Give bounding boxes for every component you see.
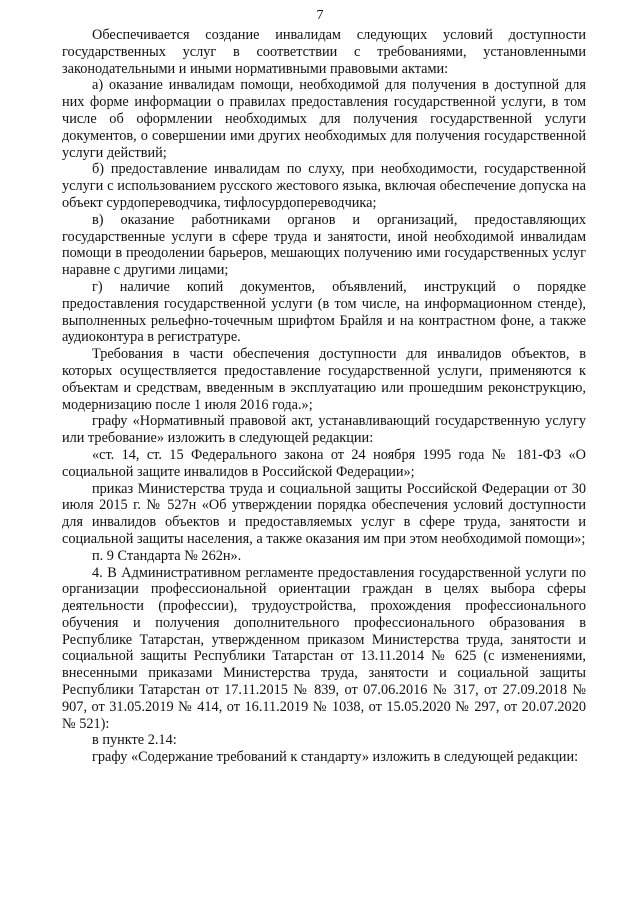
page-number: 7 <box>316 8 324 23</box>
paragraph: графу «Содержание требований к стандарту» изложить в следующей редакции: <box>92 749 579 766</box>
paragraph: «ст. 14, ст. 15 Федерального закона от 24 ноября 1995 года № 181-ФЗ «О социальной защите инвалидов в Российской Федерации»; <box>62 446 586 480</box>
paragraph: г) наличие копий документов, объявлений, инструкций о порядке предоставления государственной услуги (в том числе, на информационном стенде), выполненных рельефно-точечным шрифтом Брайля и на контрастном фоне, а также аудиоконтура в регистратуре. <box>62 278 586 346</box>
paragraph: 4. В Административном регламенте предоставления государственной услуги по организации профессиональной ориентации граждан в целях выбора сферы деятельности (профессии), трудоустройства, прохождения профессионального обучения и получения дополнительного профессионального образования в Республике Татарстан, утвержденном приказом Министерства труда, занятости и социальной защиты Республики Татарстан от 13.11.2014 № 625 (с изменениями, внесенными приказами Министерства труда, занятости и социальной защиты Республики Татарстан от 17.11.2015 № 839, от 07.06.2016 № 317, от 27.09.2018 № 907, от 31.05.2019 № 414, от 16.11.2019 № 1038, от 15.05.2020 № 297, от 20.07.2020 № 521): <box>62 564 586 732</box>
paragraph: в пункте 2.14: <box>92 732 177 749</box>
paragraph: Требования в части обеспечения доступности для инвалидов объектов, в которых осуществляется предоставление государственной услуги, применяются к объектам и средствам, введенным в эксплуатацию или прошедшим реконструкцию, модернизацию после 1 июля 2016 года.»; <box>62 346 586 413</box>
paragraph: приказ Министерства труда и социальной защиты Российской Федерации от 30 июля 2015 г. № 527н «Об утверждении порядка обеспечения условий доступности для инвалидов объектов и предоставляемых услуг в сфере труда, занятости и социальной защиты населения, а также оказания им при этом необходимой помощи»; <box>62 480 586 547</box>
paragraph: в) оказание работниками органов и организаций, предоставляющих государственные услуги в сфере труда и занятости, иной необходимой инвалидам помощи в преодолении барьеров, мешающих получению ими государственных услуг наравне с другими лицами; <box>62 211 586 279</box>
paragraph: Обеспечивается создание инвалидам следующих условий доступности государственных услуг в соответствии с требованиями, установленными законодательными и иными нормативными правовыми актами: <box>62 27 586 77</box>
document-body <box>62 27 586 766</box>
paragraph: п. 9 Стандарта № 262н». <box>92 547 242 564</box>
paragraph: а) оказание инвалидам помощи, необходимой для получения в доступной для них форме информации о правилах предоставления государственной услуги, в том числе об оформлении необходимых для получения государственной услуги документов, о совершении ими других необходимых для получения государственной услуги действий; <box>62 77 586 161</box>
paragraph: б) предоставление инвалидам по слуху, при необходимости, государственной услуги с использованием русского жестового языка, включая обеспечение допуска на объект сурдопереводчика, тифлосурдопереводчика; <box>62 161 586 211</box>
paragraph: графу «Нормативный правовой акт, устанавливающий государственную услугу или требование» изложить в следующей редакции: <box>62 413 586 447</box>
